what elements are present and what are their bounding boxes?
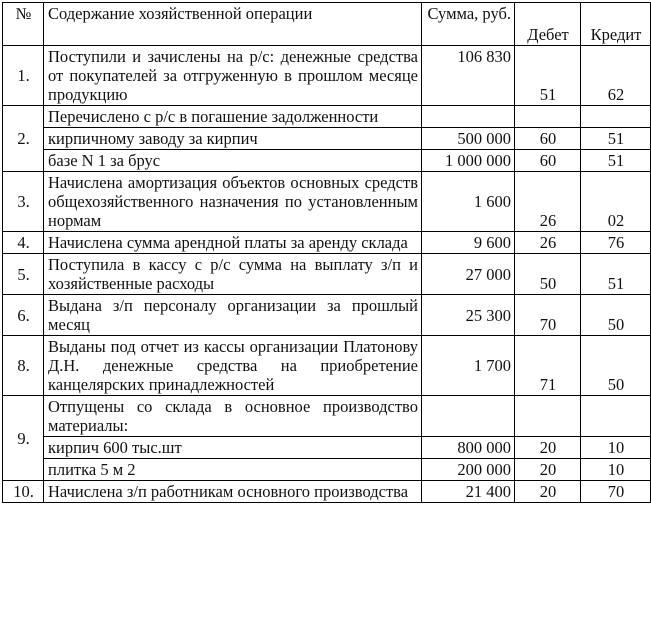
row-debit: 51 [515, 46, 581, 106]
row-debit: 20 [515, 459, 581, 481]
row-credit: 10 [581, 437, 651, 459]
header-description: Содержание хозяйственной операции [44, 3, 422, 46]
header-credit: Кредит [581, 3, 651, 46]
row-debit: 26 [515, 232, 581, 254]
row-credit: 51 [581, 128, 651, 150]
table-row [3, 295, 651, 336]
row-num: 5. [3, 254, 44, 295]
row-debit: 60 [515, 128, 581, 150]
row-credit: 02 [581, 172, 651, 232]
row-sum: 200 000 [422, 459, 515, 481]
row-description: Поступили и зачислены на р/с: денежные средства от покупателей за отгруженную в прошлом месяце продукцию [44, 46, 422, 106]
table-row [3, 481, 651, 503]
row-sum: 25 300 [422, 295, 515, 336]
row-debit: 60 [515, 150, 581, 172]
row-credit: 51 [581, 150, 651, 172]
row-credit [581, 396, 651, 437]
row-debit [515, 106, 581, 128]
row-description: Выданы под отчет из кассы организации Платонову Д.Н. денежные средства на приобретение канцелярских принадлежностей [44, 336, 422, 396]
row-num: 6. [3, 295, 44, 336]
table-row [3, 254, 651, 295]
row-num: 8. [3, 336, 44, 396]
row-description: Начислена амортизация объектов основных средств общехозяйственного назначения по установленным нормам [44, 172, 422, 232]
row-credit: 76 [581, 232, 651, 254]
header-sum: Сумма, руб. [422, 3, 515, 46]
row-description: плитка 5 м 2 [44, 459, 422, 481]
row-debit: 20 [515, 437, 581, 459]
row-sum: 9 600 [422, 232, 515, 254]
row-description: Начислена з/п работникам основного производства [44, 481, 422, 503]
row-sum [422, 396, 515, 437]
table-row [3, 172, 651, 232]
row-sum: 1 000 000 [422, 150, 515, 172]
row-description: кирпичному заводу за кирпич [44, 128, 422, 150]
row-description: базе N 1 за брус [44, 150, 422, 172]
row-sum: 1 700 [422, 336, 515, 396]
table-row [3, 150, 651, 172]
row-debit: 20 [515, 481, 581, 503]
table-row [3, 106, 651, 128]
table-row [3, 437, 651, 459]
row-num: 2. [3, 106, 44, 172]
table-row [3, 396, 651, 437]
row-num: 3. [3, 172, 44, 232]
row-sum: 21 400 [422, 481, 515, 503]
table-row [3, 46, 651, 106]
row-credit: 50 [581, 295, 651, 336]
row-sum: 106 830 [422, 46, 515, 106]
row-credit: 51 [581, 254, 651, 295]
row-debit [515, 396, 581, 437]
row-sum: 1 600 [422, 172, 515, 232]
row-credit: 10 [581, 459, 651, 481]
row-description: Поступила в кассу с р/с сумма на выплату з/п и хозяйственные расходы [44, 254, 422, 295]
table-row [3, 459, 651, 481]
row-description: Отпущены со склада в основное производство материалы: [44, 396, 422, 437]
row-description: кирпич 600 тыс.шт [44, 437, 422, 459]
row-debit: 26 [515, 172, 581, 232]
row-sum: 800 000 [422, 437, 515, 459]
row-num: 9. [3, 396, 44, 481]
header-num: № [3, 3, 44, 46]
row-num: 10. [3, 481, 44, 503]
row-debit: 71 [515, 336, 581, 396]
row-credit: 50 [581, 336, 651, 396]
row-description: Начислена сумма арендной платы за аренду склада [44, 232, 422, 254]
operations-table [2, 2, 651, 503]
header-row [3, 3, 651, 46]
row-sum: 500 000 [422, 128, 515, 150]
row-description: Выдана з/п персоналу организации за прошлый месяц [44, 295, 422, 336]
table-row [3, 232, 651, 254]
row-debit: 70 [515, 295, 581, 336]
table-row [3, 336, 651, 396]
row-num: 1. [3, 46, 44, 106]
row-sum [422, 106, 515, 128]
row-description: Перечислено с р/с в погашение задолженности [44, 106, 422, 128]
row-credit [581, 106, 651, 128]
row-credit: 62 [581, 46, 651, 106]
header-debit: Дебет [515, 3, 581, 46]
row-sum: 27 000 [422, 254, 515, 295]
row-credit: 70 [581, 481, 651, 503]
row-num: 4. [3, 232, 44, 254]
row-debit: 50 [515, 254, 581, 295]
table-row [3, 128, 651, 150]
